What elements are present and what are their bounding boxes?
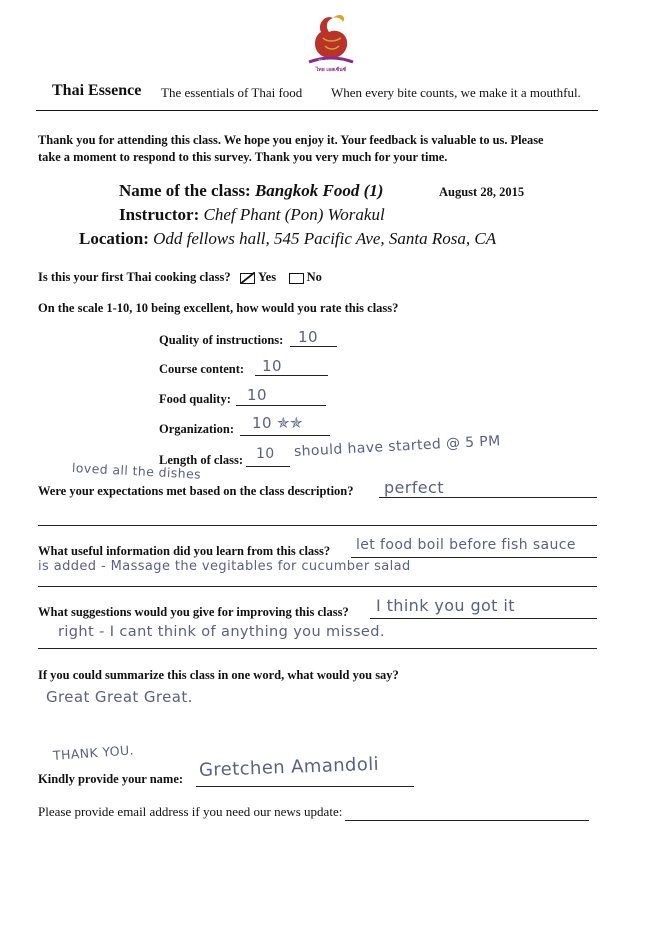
instructor-row [119, 205, 385, 225]
intro-line-2: take a moment to respond to this survey. Thank you very much for your time. [38, 150, 448, 164]
class-name-value: Bangkok Food (1) [254, 181, 384, 200]
quality-value[interactable]: 10 [298, 328, 318, 346]
intro-line-1: Thank you for attending this class. We hope you enjoy it. Your feedback is valuable to us. Please [38, 133, 544, 147]
organization-value[interactable]: 10 ✯✯ [252, 414, 303, 432]
learned-line-2 [38, 586, 597, 587]
content-line [255, 375, 328, 376]
learned-question: What useful information did you learn from this class? [38, 544, 331, 558]
learned-answer-1[interactable]: let food boil before fish sauce [356, 537, 576, 553]
length-value[interactable]: 10 [256, 446, 275, 462]
logo-name: Thai Essence [317, 60, 345, 65]
expectations-answer[interactable]: perfect [384, 478, 444, 497]
one-word-question: If you could summarize this class in one word, what would you say? [38, 668, 399, 682]
content-value[interactable]: 10 [262, 357, 282, 375]
organization-line [240, 435, 330, 436]
no-checkbox[interactable] [289, 273, 304, 284]
brand-tagline: The essentials of Thai food [161, 85, 303, 100]
food-quality-value[interactable]: 10 [247, 386, 267, 404]
one-word-answer[interactable]: Great Great Great. [46, 688, 193, 706]
expectations-line-1 [379, 497, 597, 498]
location-label: Location: [79, 229, 149, 248]
food-quality-label: Food quality: [159, 392, 231, 406]
no-label: No [306, 270, 322, 284]
suggestions-line-2 [38, 648, 597, 649]
header-rule [36, 110, 598, 111]
learned-answer-2[interactable]: is added - Massage the vegitables for cucumber salad [38, 559, 411, 574]
name-label: Kindly provide your name: [38, 772, 184, 786]
expectations-question: Were your expectations met based on the class description? [38, 484, 354, 498]
brand-slogan: When every bite counts, we make it a mouthful. [331, 85, 581, 100]
suggestions-answer-2[interactable]: right - I cant think of anything you missed. [58, 624, 385, 640]
learned-line-1 [351, 557, 597, 558]
length-line [246, 466, 290, 467]
first-class-question: Is this your first Thai cooking class? [38, 270, 231, 284]
brand-name: Thai Essence [52, 82, 142, 99]
class-name-label: Name of the class: [119, 181, 251, 200]
swan-logo [303, 8, 359, 72]
class-name-row [119, 181, 383, 201]
expectations-line-2 [38, 525, 597, 526]
food-quality-line [236, 405, 326, 406]
organization-label: Organization: [159, 422, 234, 436]
expectations-note[interactable]: loved all the dishes [71, 460, 202, 482]
suggestions-answer-1[interactable]: I think you got it [376, 596, 515, 615]
suggestions-line-1 [370, 618, 597, 619]
length-note[interactable]: should have started @ 5 PM [293, 433, 502, 460]
first-class-row [38, 270, 322, 285]
thank-you-note[interactable]: THANK YOU. [52, 742, 135, 763]
yes-label: Yes [258, 270, 277, 284]
length-label: Length of class: [159, 453, 244, 467]
quality-label: Quality of instructions: [159, 333, 284, 347]
content-label: Course content: [159, 362, 245, 376]
yes-checkbox[interactable] [240, 273, 255, 284]
class-date: August 28, 2015 [439, 185, 525, 199]
name-line [196, 786, 414, 787]
logo-thai-text: ไทย เอสเซ้นซ์ [315, 67, 347, 72]
scale-question: On the scale 1-10, 10 being excellent, how would you rate this class? [38, 301, 399, 315]
instructor-value: Chef Phant (Pon) Worakul [203, 205, 385, 224]
name-value[interactable]: Gretchen Amandoli [198, 753, 380, 781]
suggestions-question: What suggestions would you give for improving this class? [38, 605, 349, 619]
location-value: Odd fellows hall, 545 Pacific Ave, Santa Rosa, CA [153, 229, 497, 248]
email-label: Please provide email address if you need our news update: [38, 804, 343, 819]
instructor-label: Instructor: [119, 205, 200, 224]
quality-line [290, 346, 337, 347]
location-row [79, 229, 496, 249]
email-line [345, 820, 589, 821]
